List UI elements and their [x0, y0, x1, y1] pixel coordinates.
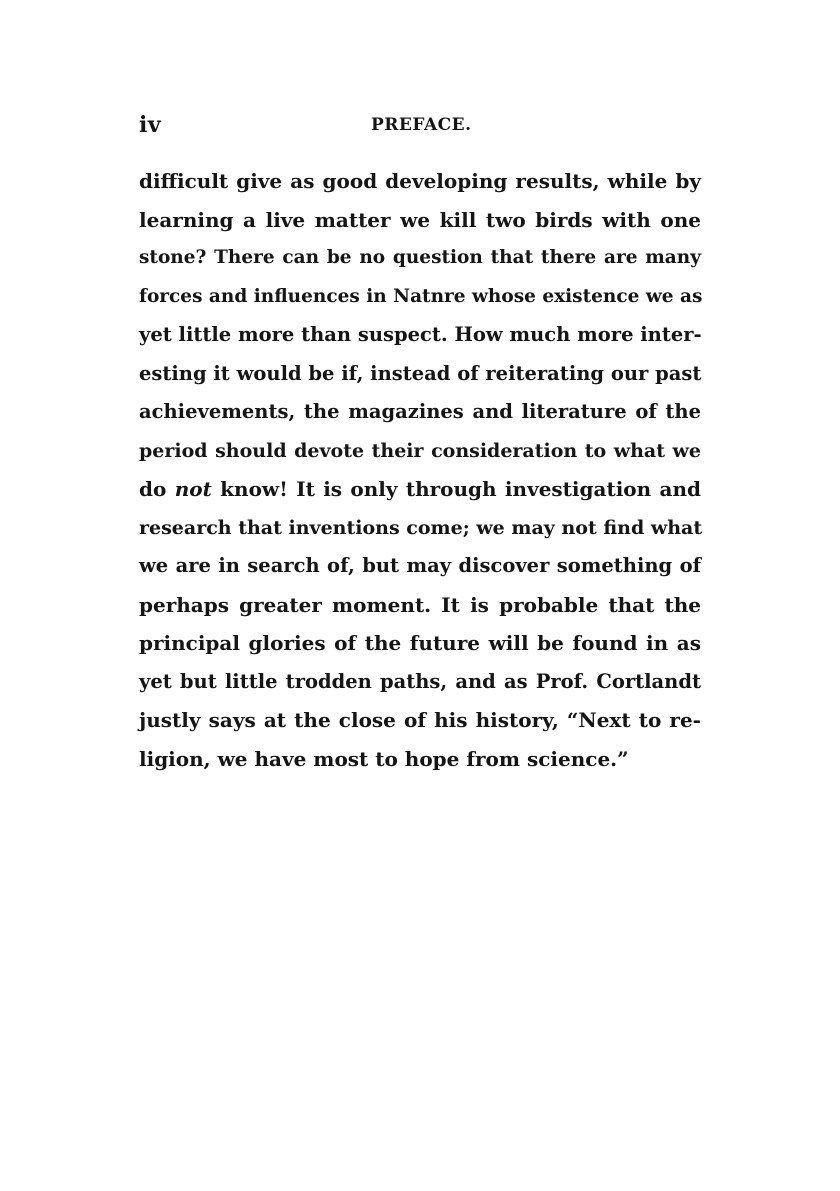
text-line: learning a live matter we kill two birds with one: [139, 207, 701, 232]
text-line: principal glories of the future will be found in as: [139, 631, 701, 655]
running-head: PREFACE.: [371, 115, 472, 135]
text-line: yet little more than suspect. How much more inter-: [139, 323, 702, 346]
text-line: stone? There can be no question that there are many: [139, 247, 701, 268]
text-line: perhaps greater moment. It is probable that the: [139, 592, 701, 617]
text-segment: know! It is only through investigation and: [220, 477, 702, 501]
text-line: forces and influences in Natnre whose existence we as: [139, 285, 703, 307]
text-line: research that inventions come; we may not find what: [139, 516, 703, 539]
text-line-with-emphasis: [139, 471, 701, 510]
body-text: [139, 163, 701, 779]
text-line: difficult give as good developing results, while by: [139, 169, 701, 193]
emphasized-word: not: [174, 477, 212, 501]
text-line: achievements, the magazines and literature of the: [139, 400, 701, 423]
text-segment: do: [139, 477, 167, 501]
text-line: justly says at the close of his history, “Next to re-: [139, 708, 701, 732]
text-line: yet but little trodden paths, and as Prof. Cortlandt: [139, 669, 701, 693]
text-line: esting it would be if, instead of reiterating our past: [139, 361, 702, 385]
text-line: ligion, we have most to hope from science.”: [139, 746, 629, 771]
page-number: iv: [139, 112, 162, 138]
text-line: period should devote their consideration to what we: [139, 439, 701, 462]
text-line: we are in search of, but may discover something of: [139, 554, 701, 577]
